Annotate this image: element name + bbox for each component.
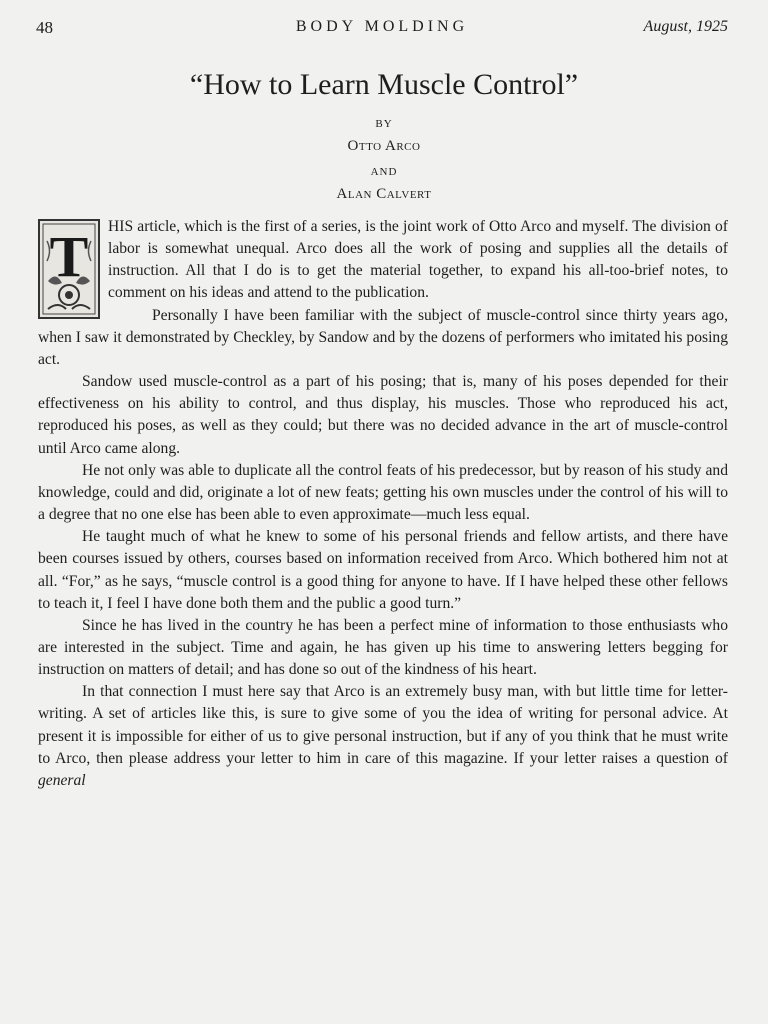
paragraph-6: Since he has lived in the country he has been a perfect mine of information to those enthusiasts who are interested in the subject. Time and again, he has given up his time to answering letters begging for instruction on matters of detail; and has done so out of the kindness of his heart. (38, 616, 728, 679)
paragraph-7 (38, 681, 728, 792)
paragraph-3: Sandow used muscle-control as a part of his posing; that is, many of his poses depended for their effectiveness on his ability to control, and thus display, his muscles. Those who reproduced his act, reproduced his poses, as well as they could; but there was no decided advance in the art of muscle-control until Arco came along. (38, 373, 728, 457)
magazine-name: BODY MOLDING (295, 18, 469, 35)
ornamental-dropcap (38, 219, 100, 319)
article-title: “How to Learn Muscle Control” (189, 68, 579, 101)
article-body (38, 216, 728, 792)
byline-author-2: Alan Calvert (336, 186, 432, 202)
byline-and: AND (370, 166, 398, 178)
paragraph-2: Personally I have been familiar with the subject of muscle-control since thirty years ago, when I saw it demonstrated by Checkley, by Sandow and by the dozens of performers who imitated his posing act. (38, 306, 728, 368)
byline-author-1: Otto Arco (347, 138, 421, 154)
running-head (36, 18, 728, 40)
byline-by: BY (375, 118, 393, 130)
paragraph-1: HIS article, which is the first of a series, is the joint work of Otto Arco and myself. The division of labor is somewhat unequal. Arco does all the work of posing and supplies all the details of instruction. All that I do is to get the material together, to expand his all-too-brief notes, to comment on his ideas and attend to the publication. (108, 218, 728, 302)
paragraph-5: He taught much of what he knew to some of his personal friends and fellow artists, and there have been courses issued by others, courses based on information received from Arco. Which bothered him not at all. “For,” as he says, “muscle control is a good thing for anyone to have. If I have helped these other fellows to teach it, I feel I have done both them and the public a good turn.” (38, 528, 728, 612)
paragraph-7-italic: general (38, 771, 86, 789)
paragraph-4: He not only was able to duplicate all the control feats of his predecessor, but by reason of his study and knowledge, could and did, originate a lot of new feats; getting his own muscles under the control of his will to a degree that no one else has been able to even approximate—much less equal. (38, 461, 728, 524)
paragraph-7-text: In that connection I must here say that Arco is an extremely busy man, with but little time for letter-writing. A set of articles like this, is sure to give some of you the idea of writing for personal advice. At present it is impossible for either of us to give personal instruction, but if any of you think that he must write to Arco, then please address your letter to him in care of this magazine. If your letter raises a question of (38, 683, 728, 767)
page-number: 48 (36, 18, 53, 37)
dropcap-letter: T (49, 224, 89, 289)
issue-date: August, 1925 (643, 18, 728, 35)
